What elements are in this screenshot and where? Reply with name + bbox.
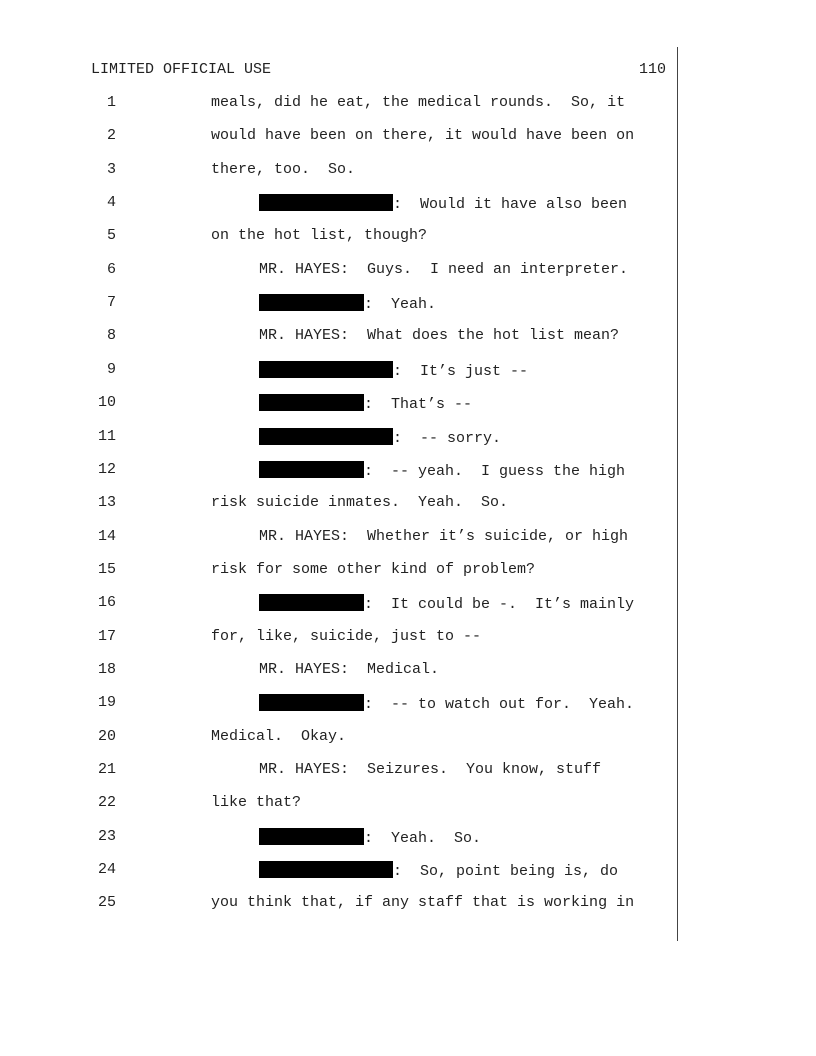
line-number: 14 <box>97 528 116 545</box>
transcript-line <box>0 594 816 614</box>
line-content <box>259 761 601 778</box>
line-content <box>259 828 481 847</box>
line-text: would have been on there, it would have been on <box>211 127 635 144</box>
transcript-line <box>0 694 816 714</box>
transcript-line <box>0 561 816 581</box>
transcript-line <box>0 494 816 514</box>
transcript-line <box>0 227 816 247</box>
line-text: : -- yeah. I guess the high <box>364 463 626 480</box>
line-content <box>259 861 618 880</box>
transcript-line <box>0 461 816 481</box>
line-text: on the hot list, though? <box>211 227 428 244</box>
line-number: 6 <box>106 261 116 278</box>
line-number: 22 <box>97 794 116 811</box>
line-content <box>211 161 355 178</box>
redacted-speaker-name <box>259 861 393 878</box>
transcript-line <box>0 294 816 314</box>
line-content <box>259 428 501 447</box>
redacted-speaker-name <box>259 394 364 411</box>
line-number: 3 <box>106 161 116 178</box>
line-content <box>259 661 439 678</box>
line-number: 1 <box>106 94 116 111</box>
transcript-line <box>0 628 816 648</box>
line-number: 18 <box>97 661 116 678</box>
transcript-line <box>0 661 816 681</box>
line-content <box>259 261 628 278</box>
line-content <box>259 528 628 545</box>
line-number: 7 <box>106 294 116 311</box>
line-content <box>259 394 472 413</box>
line-content <box>211 728 346 745</box>
transcript-line <box>0 127 816 147</box>
line-number: 8 <box>106 327 116 344</box>
transcript-line <box>0 428 816 448</box>
line-number: 16 <box>97 594 116 611</box>
line-text: : It could be -. It’s mainly <box>364 596 635 613</box>
line-content <box>259 361 528 380</box>
line-content <box>259 327 619 344</box>
transcript-line <box>0 894 816 914</box>
line-text: meals, did he eat, the medical rounds. So, it <box>211 94 626 111</box>
line-number: 11 <box>97 428 116 445</box>
line-text: : Yeah. So. <box>364 830 482 847</box>
line-number: 13 <box>97 494 116 511</box>
line-number: 23 <box>97 828 116 845</box>
line-text: for, like, suicide, just to -- <box>211 628 482 645</box>
page-number: 110 <box>638 61 666 78</box>
line-text: there, too. So. <box>211 161 356 178</box>
line-text: : Would it have also been <box>393 196 628 213</box>
transcript-line <box>0 161 816 181</box>
line-number: 9 <box>106 361 116 378</box>
transcript-line <box>0 194 816 214</box>
line-text: you think that, if any staff that is working in <box>211 894 635 911</box>
line-content <box>211 494 508 511</box>
transcript-line <box>0 261 816 281</box>
transcript-line <box>0 528 816 548</box>
line-content <box>211 894 634 911</box>
redacted-speaker-name <box>259 361 393 378</box>
line-text: MR. HAYES: Whether it’s suicide, or high <box>259 528 629 545</box>
redacted-speaker-name <box>259 194 393 211</box>
line-text: MR. HAYES: What does the hot list mean? <box>259 327 620 344</box>
line-text: : It’s just -- <box>393 363 529 380</box>
line-text: risk for some other kind of problem? <box>211 561 536 578</box>
line-text: Medical. Okay. <box>211 728 347 745</box>
line-content <box>259 194 627 213</box>
line-text: MR. HAYES: Guys. I need an interpreter. <box>259 261 629 278</box>
line-number: 5 <box>106 227 116 244</box>
line-number: 2 <box>106 127 116 144</box>
line-content <box>211 628 481 645</box>
line-text: MR. HAYES: Medical. <box>259 661 440 678</box>
line-text: risk suicide inmates. Yeah. So. <box>211 494 509 511</box>
line-text: : -- to watch out for. Yeah. <box>364 696 635 713</box>
line-number: 4 <box>106 194 116 211</box>
transcript-line <box>0 761 816 781</box>
line-content <box>259 294 436 313</box>
transcript-line <box>0 861 816 881</box>
classification-header: LIMITED OFFICIAL USE <box>91 61 272 78</box>
redacted-speaker-name <box>259 694 364 711</box>
line-number: 25 <box>97 894 116 911</box>
line-number: 24 <box>97 861 116 878</box>
line-number: 10 <box>97 394 116 411</box>
line-content <box>259 694 634 713</box>
line-text: : -- sorry. <box>393 430 502 447</box>
transcript-line <box>0 327 816 347</box>
redacted-speaker-name <box>259 428 393 445</box>
line-content <box>259 461 625 480</box>
line-number: 15 <box>97 561 116 578</box>
line-number: 19 <box>97 694 116 711</box>
transcript-line <box>0 94 816 114</box>
redacted-speaker-name <box>259 294 364 311</box>
transcript-line <box>0 794 816 814</box>
line-text: : That’s -- <box>364 396 473 413</box>
line-text: : So, point being is, do <box>393 863 619 880</box>
transcript-line <box>0 361 816 381</box>
line-content <box>211 127 634 144</box>
line-text: MR. HAYES: Seizures. You know, stuff <box>259 761 602 778</box>
line-number: 20 <box>97 728 116 745</box>
line-number: 12 <box>97 461 116 478</box>
line-content <box>211 794 301 811</box>
line-text: like that? <box>211 794 302 811</box>
redacted-speaker-name <box>259 828 364 845</box>
transcript-line <box>0 394 816 414</box>
redacted-speaker-name <box>259 461 364 478</box>
transcript-line <box>0 728 816 748</box>
line-number: 21 <box>97 761 116 778</box>
line-text: : Yeah. <box>364 296 437 313</box>
transcript-line <box>0 828 816 848</box>
line-content <box>211 94 625 111</box>
line-number: 17 <box>97 628 116 645</box>
line-content <box>259 594 634 613</box>
line-content <box>211 561 535 578</box>
redacted-speaker-name <box>259 594 364 611</box>
line-content <box>211 227 427 244</box>
